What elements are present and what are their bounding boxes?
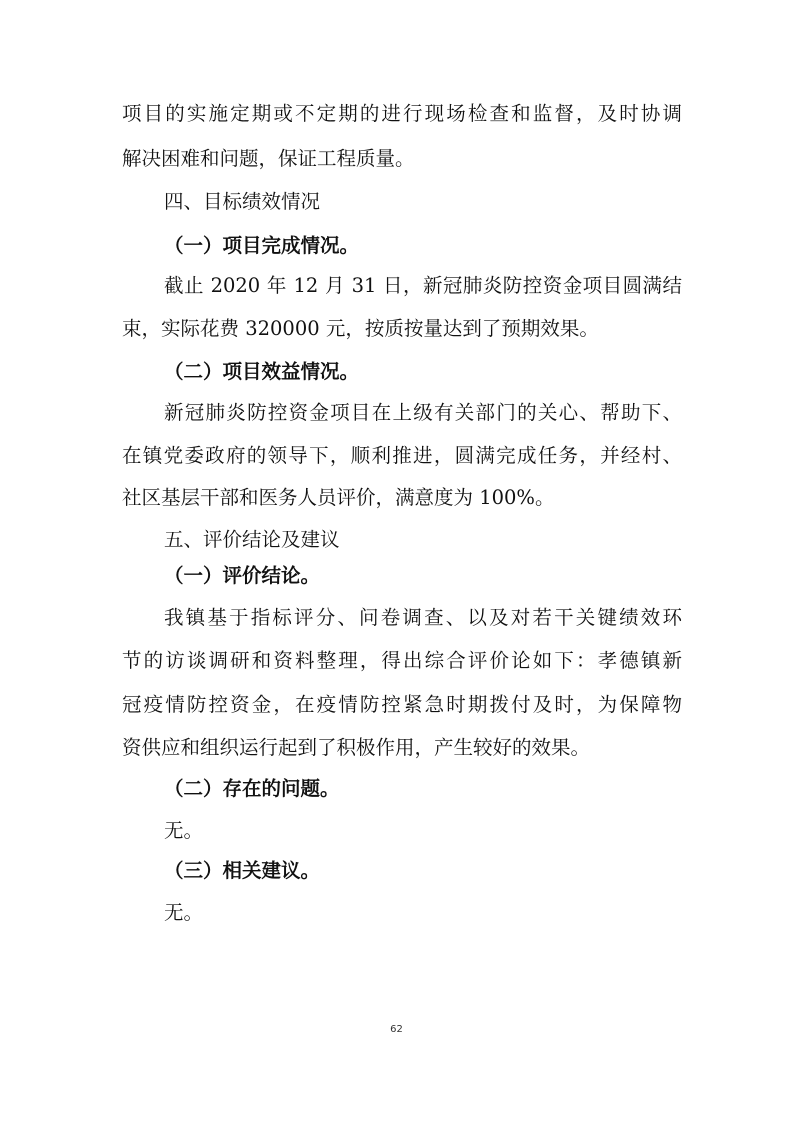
subsection-heading: （一）评价结论。 [164,564,321,587]
body-line: 我镇基于指标评分、问卷调查、以及对若干关键绩效环 [164,606,682,629]
body-line: 社区基层干部和医务人员评价，满意度为 100%。 [122,486,555,509]
body-line: 截止 2020 年 12 月 31 日，新冠肺炎防控资金项目圆满结 [164,274,682,297]
subsection-heading: （一）项目完成情况。 [164,234,360,257]
body-line: 解决困难和问题，保证工程质量。 [122,147,415,170]
page-number: 62 [390,1024,403,1035]
section-heading: 五、评价结论及建议 [164,528,340,551]
body-line: 无。 [164,901,204,924]
body-line: 项目的实施定期或不定期的进行现场检查和监督，及时协调 [122,102,682,125]
body-line: 无。 [164,819,204,842]
body-line: 束，实际花费 320000 元，按质按量达到了预期效果。 [122,317,599,340]
subsection-heading: （三）相关建议。 [164,859,321,882]
body-line: 冠疫情防控资金，在疫情防控紧急时期拨付及时，为保障物 [122,693,682,716]
body-line: 在镇党委政府的领导下，顺利推进，圆满完成任务，并经村、 [122,444,682,467]
section-heading: 四、目标绩效情况 [164,190,321,213]
subsection-heading: （二）项目效益情况。 [164,360,360,383]
body-line: 资供应和组织运行起到了积极作用，产生较好的效果。 [122,736,591,759]
subsection-heading: （二）存在的问题。 [164,777,340,800]
body-line: 新冠肺炎防控资金项目在上级有关部门的关心、帮助下、 [164,401,682,424]
body-line: 节的访谈调研和资料整理，得出综合评价论如下：孝德镇新 [122,649,682,672]
